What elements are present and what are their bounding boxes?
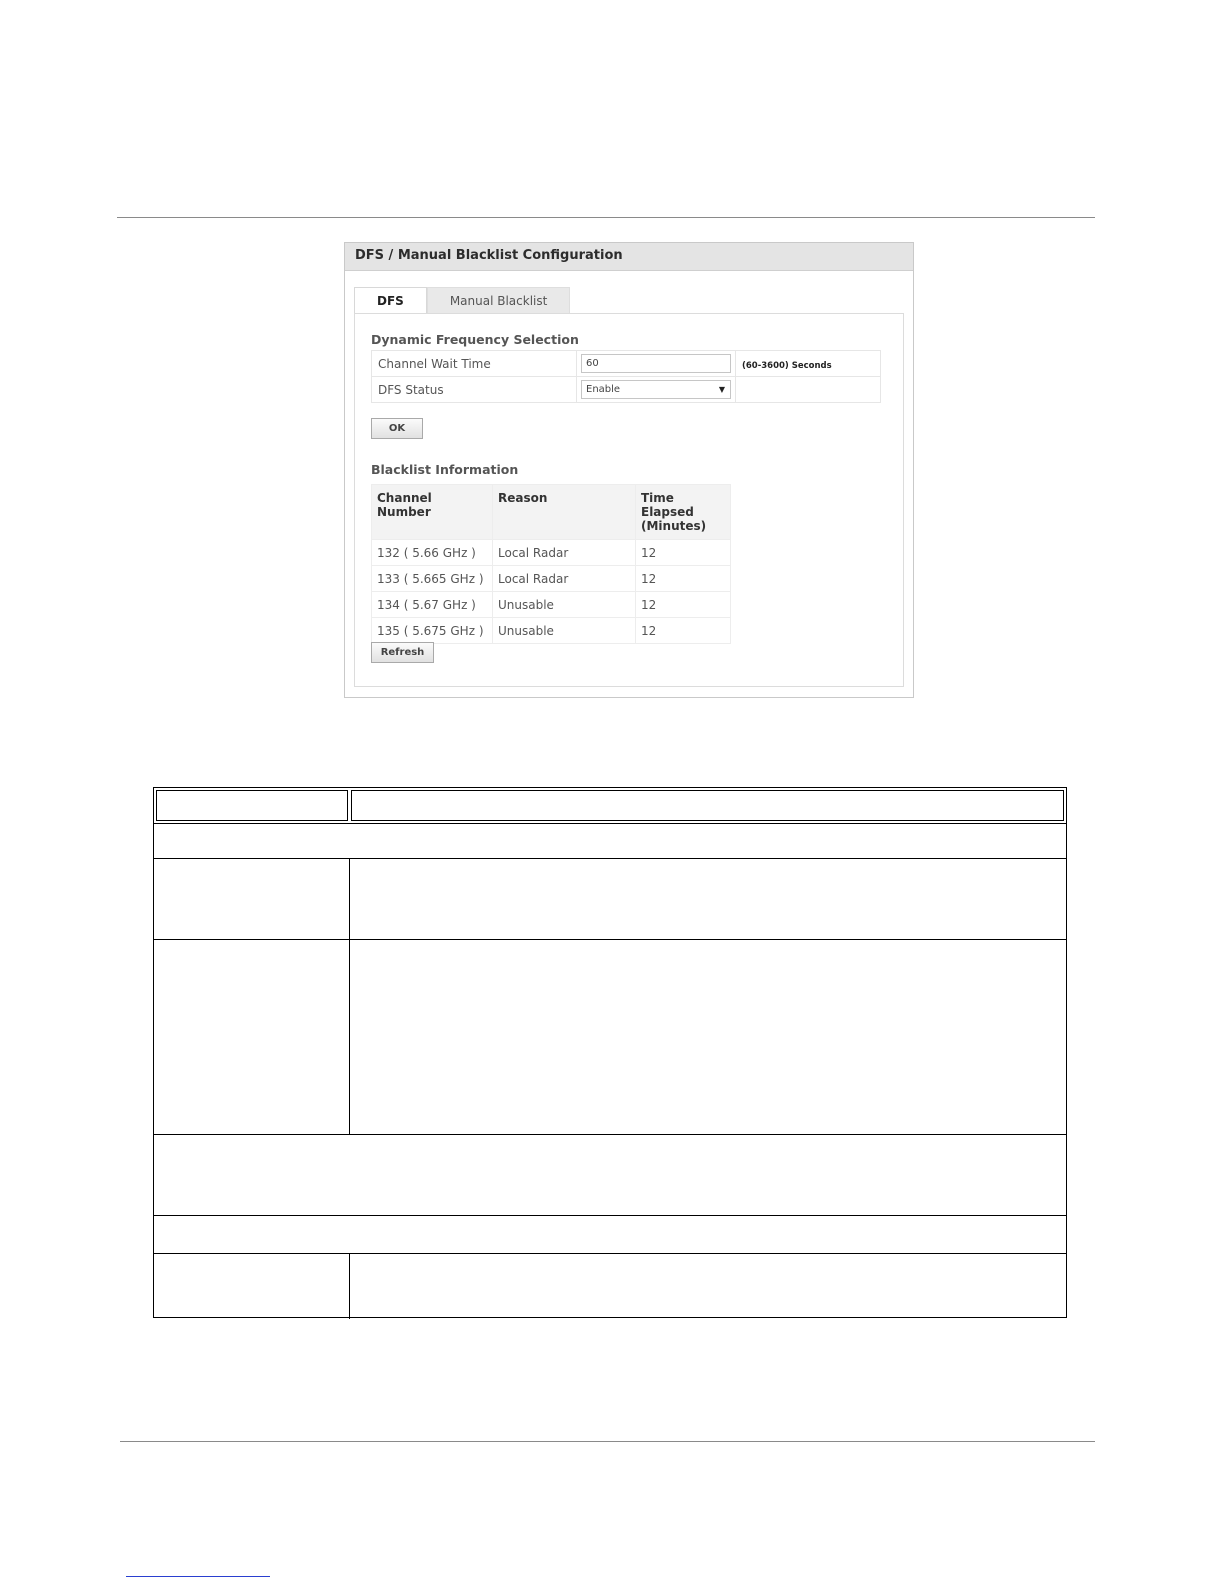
page-header-rule (117, 217, 1095, 218)
footer-link-underline[interactable] (126, 1576, 270, 1577)
dfs-section-title: Dynamic Frequency Selection (371, 332, 579, 347)
dfs-config-panel (344, 242, 914, 698)
form-row-channel-wait (372, 351, 881, 377)
panel-title: DFS / Manual Blacklist Configuration (345, 243, 913, 271)
blacklist-section-title: Blacklist Information (371, 462, 519, 477)
table-divider (154, 1134, 1066, 1135)
table-column-divider (349, 1253, 350, 1319)
table-header-row (372, 485, 731, 540)
column-header-reason: Reason (493, 485, 636, 540)
cell-channel: 134 ( 5.67 GHz ) (372, 592, 493, 618)
table-column-divider (349, 858, 350, 1134)
chevron-down-icon: ▼ (718, 385, 725, 394)
table-row (372, 566, 731, 592)
dfs-status-label: DFS Status (372, 377, 577, 403)
column-header-channel: Channel Number (372, 485, 493, 540)
table-row (372, 592, 731, 618)
table-row (372, 618, 731, 644)
dfs-status-select[interactable] (581, 380, 731, 399)
tab-content (354, 313, 904, 687)
dfs-status-value: Enable (586, 384, 621, 395)
cell-reason: Unusable (493, 618, 636, 644)
channel-wait-time-hint: (60-3600) Seconds (742, 360, 832, 371)
cell-elapsed: 12 (636, 540, 731, 566)
tab-bar (354, 287, 570, 313)
channel-wait-time-input[interactable] (581, 354, 731, 373)
description-table (153, 787, 1067, 1318)
blacklist-table (371, 484, 731, 644)
cell-channel: 133 ( 5.665 GHz ) (372, 566, 493, 592)
dfs-form (371, 350, 881, 403)
table-row (372, 540, 731, 566)
form-row-dfs-status (372, 377, 881, 403)
cell-reason: Local Radar (493, 566, 636, 592)
cell-reason: Unusable (493, 592, 636, 618)
table-header-cell-left (156, 790, 348, 821)
table-divider (154, 823, 1066, 824)
cell-channel: 132 ( 5.66 GHz ) (372, 540, 493, 566)
column-header-time-elapsed: Time Elapsed (Minutes) (636, 485, 731, 540)
tab-manual-blacklist[interactable]: Manual Blacklist (427, 287, 571, 313)
cell-reason: Local Radar (493, 540, 636, 566)
table-divider (154, 939, 1066, 940)
cell-elapsed: 12 (636, 566, 731, 592)
cell-elapsed: 12 (636, 618, 731, 644)
table-divider (154, 1215, 1066, 1216)
ok-button[interactable]: OK (371, 418, 423, 439)
cell-channel: 135 ( 5.675 GHz ) (372, 618, 493, 644)
page-footer-rule (120, 1441, 1095, 1442)
channel-wait-time-label: Channel Wait Time (372, 351, 577, 377)
table-divider (154, 858, 1066, 859)
table-divider (154, 1253, 1066, 1254)
table-header-cell-right (351, 790, 1064, 821)
refresh-button[interactable]: Refresh (371, 642, 434, 663)
cell-elapsed: 12 (636, 592, 731, 618)
tab-dfs[interactable]: DFS (354, 287, 427, 313)
